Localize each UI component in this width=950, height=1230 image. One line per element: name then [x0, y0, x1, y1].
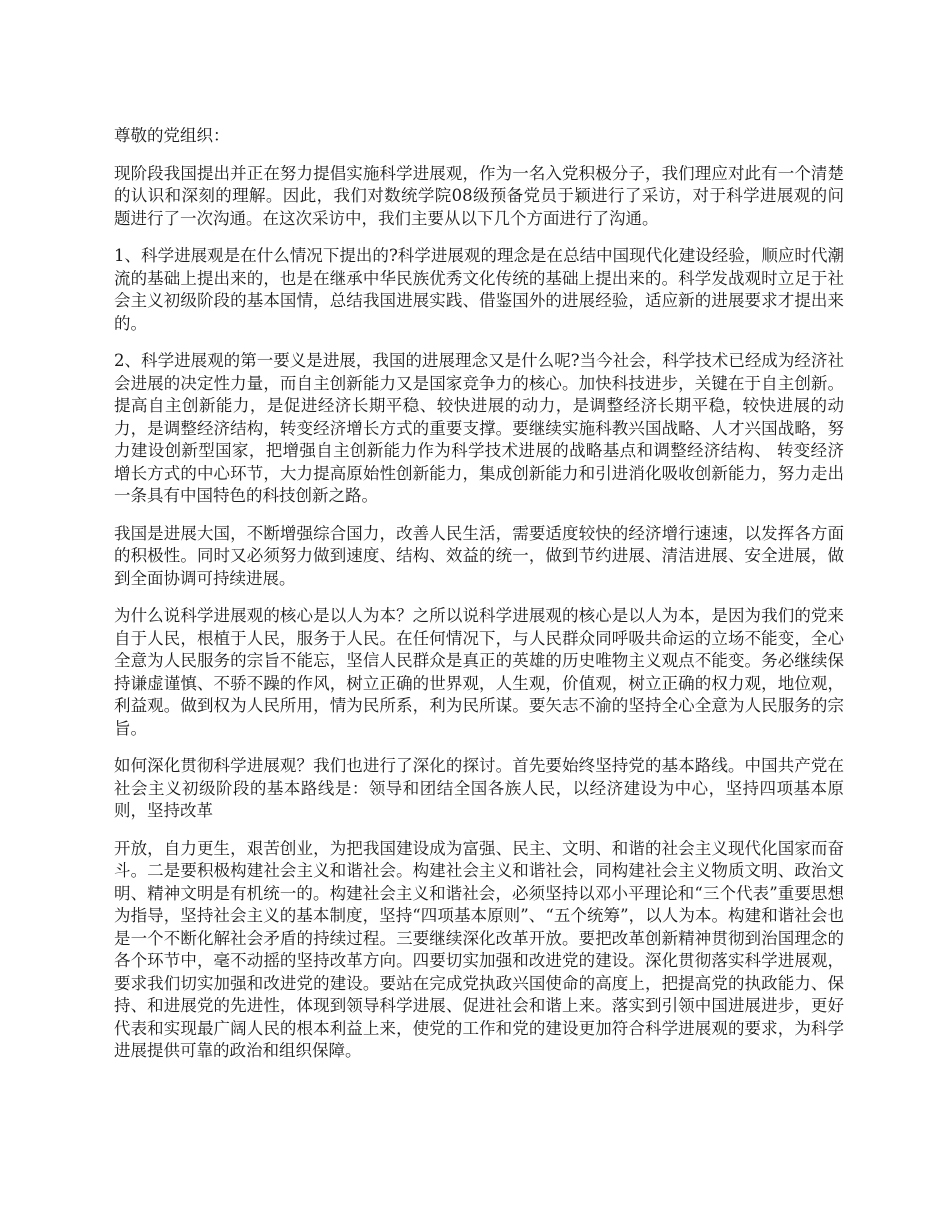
paragraph-intro: 现阶段我国提出并正在努力提倡实施科学进展观，作为一名入党积极分子，我们理应对此有一个清楚的认识和深刻的理解。因此，我们对数统学院08级预备党员于颖进行了采访，对于科学进展观的问题进行了一次沟通。在这次采访中，我们主要从以下几个方面进行了沟通。 [114, 163, 844, 228]
paragraph-development: 我国是进展大国，不断增强综合国力，改善人民生活，需要适度较快的经济增行速速，以发挥各方面的积极性。同时又必须努力做到速度、结构、效益的统一，做到节约进展、清洁进展、安全进展，做到全面协调可持续进展。 [114, 523, 844, 588]
paragraph-conclusion: 开放，自力更生，艰苦创业，为把我国建设成为富强、民主、文明、和谐的社会主义现代化国家而奋斗。二是要积极构建社会主义和谐社会。构建社会主义和谐社会，同构建社会主义物质文明、政治文明、精神文明是有机统一的。构建社会主义和谐社会，必须坚持以邓小平理论和“三个代表”重要思想为指导，坚持社会主义的基本制度，坚持“四项基本原则”、“五个统筹”，以人为本。构建和谐社会也是一个不断化解社会矛盾的持续过程。三要继续深化改革开放。要把改革创新精神贯彻到治国理念的各个环节中，毫不动摇的坚持改革方向。四要切实加强和改进党的建设。深化贯彻落实科学进展观，要求我们切实加强和改进党的建设。要站在完成党执政兴国使命的高度上，把提高党的执政能力、保持、和进展党的先进性，体现到领导科学进展、促进社会和谐上来。落实到引领中国进展进步，更好代表和实现最广阔人民的根本利益上来，使党的工作和党的建设更加符合科学进展观的要求，为科学进展提供可靠的政治和组织保障。 [114, 838, 844, 1060]
document-body [114, 125, 844, 1078]
salutation: 尊敬的党组织： [114, 126, 230, 145]
paragraph-question-1: 1、科学进展观是在什么情况下提出的?科学进展观的理念是在总结中国现代化建设经验，顺应时代潮流的基础上提出来的，也是在继承中华民族优秀文化传统的基础上提出来的。科学发战观时立足于社会主义初级阶段的基本国情，总结我国进展实践、借鉴国外的进展经验，适应新的进展要求才提出来的。 [114, 246, 844, 333]
paragraph-question-2: 2、科学进展观的第一要义是进展，我国的进展理念又是什么呢?当今社会，科学技术已经成为经济社会进展的决定性力量，而自主创新能力又是国家竞争力的核心。加快科技进步，关键在于自主创新。提高自主创新能力，是促进经济长期平稳、较快进展的动力，是调整经济长期平稳，较快进展的动力，是调整经济结构，转变经济增长方式的重要支撑。要继续实施科教兴国战略、人才兴国战略，努力建设创新型国家，把增强自主创新能力作为科学技术进展的战略基点和调整经济结构、 转变经济增长方式的中心环节，大力提高原始性创新能力，集成创新能力和引进消化吸收创新能力，努力走出一条具有中国特色的科技创新之路。 [114, 351, 844, 505]
paragraph-implementation: 如何深化贯彻科学进展观？我们也进行了深化的探讨。首先要始终坚持党的基本路线。中国共产党在社会主义初级阶段的基本路线是：领导和团结全国各族人民，以经济建设为中心，坚持四项基本原则，坚持改革 [114, 756, 844, 820]
paragraph-people-oriented: 为什么说科学进展观的核心是以人为本？之所以说科学进展观的核心是以人为本，是因为我们的党来自于人民，根植于人民，服务于人民。在任何情况下，与人民群众同呼吸共命运的立场不能变，全心全意为人民服务的宗旨不能忘，坚信人民群众是真正的英雄的历史唯物主义观点不能变。务必继续保持谦虚谨慎、不骄不躁的作风，树立正确的世界观，人生观，价值观，树立正确的权力观，地位观，利益观。做到权为人民所用，情为民所系，利为民所谋。要矢志不渝的坚持全心全意为人民服务的宗旨。 [114, 606, 844, 738]
